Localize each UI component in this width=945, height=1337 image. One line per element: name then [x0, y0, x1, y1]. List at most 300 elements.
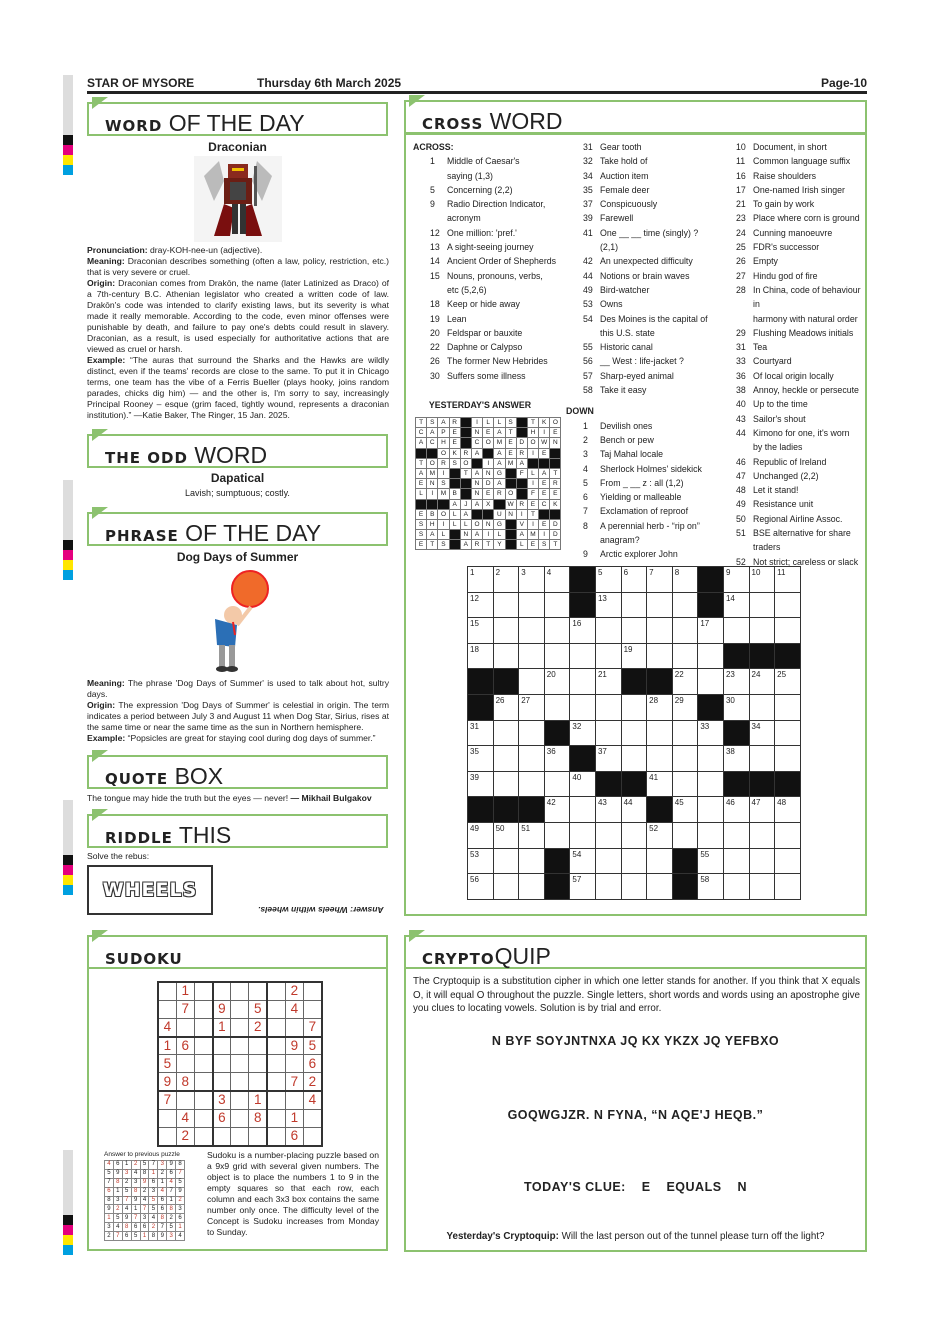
crossword-cell[interactable] — [544, 822, 570, 848]
crossword-cell[interactable] — [621, 720, 647, 746]
answer-cell: E — [539, 479, 550, 489]
crossword-cell[interactable] — [621, 848, 647, 874]
answer-cell: 6 — [140, 1223, 149, 1232]
crossword-cell[interactable]: 6 — [621, 567, 647, 593]
crossword-cell[interactable] — [749, 592, 775, 618]
answer-cell: T — [505, 428, 516, 438]
crossword-cell[interactable]: 22 — [672, 669, 698, 695]
riddle-answer: Answer: Wheels within wheels. — [258, 905, 384, 915]
answer-cell: C — [539, 499, 550, 509]
crossword-cell[interactable] — [595, 694, 621, 720]
clue-item: 55 Historic canal — [583, 342, 653, 353]
crossword-cell[interactable]: 9 — [723, 567, 749, 593]
answer-cell: 2 — [140, 1187, 149, 1196]
sudoku-cell[interactable] — [213, 1073, 231, 1091]
crossword-cell[interactable] — [519, 643, 545, 669]
crossword-cell[interactable] — [672, 643, 698, 669]
crossword-cell[interactable] — [519, 746, 545, 772]
crossword-cell[interactable] — [519, 618, 545, 644]
answer-cell: 5 — [122, 1187, 131, 1196]
sudoku-cell[interactable] — [158, 982, 176, 1000]
crossword-cell[interactable]: 15 — [468, 618, 494, 644]
answer-cell: A — [539, 468, 550, 478]
sudoku-cell[interactable] — [304, 1000, 322, 1018]
crossword-cell[interactable]: 33 — [698, 720, 724, 746]
answer-cell — [460, 489, 471, 499]
crossword-cell[interactable] — [493, 618, 519, 644]
answer-cell — [539, 458, 550, 468]
sudoku-cell[interactable] — [194, 1128, 212, 1146]
answer-cell: A — [516, 530, 527, 540]
crossword-cell[interactable] — [544, 771, 570, 797]
crossword-cell[interactable] — [595, 874, 621, 900]
answer-cell: 5 — [140, 1161, 149, 1170]
answer-cell: G — [494, 519, 505, 529]
crossword-cell[interactable] — [672, 771, 698, 797]
sudoku-cell[interactable] — [194, 1091, 212, 1109]
crossword-cell[interactable] — [672, 746, 698, 772]
answer-cell: N — [550, 438, 561, 448]
sudoku-cell[interactable] — [176, 1055, 194, 1073]
answer-cell: I — [438, 519, 449, 529]
answer-cell: 8 — [167, 1205, 176, 1214]
sudoku-cell[interactable] — [231, 1109, 249, 1127]
sudoku-cell[interactable] — [249, 982, 267, 1000]
crossword-cell[interactable] — [749, 746, 775, 772]
crossword-cell[interactable]: 44 — [621, 797, 647, 823]
sudoku-cell[interactable] — [231, 982, 249, 1000]
sudoku-cell[interactable] — [194, 1109, 212, 1127]
crossword-cell[interactable] — [698, 643, 724, 669]
crossword-cell[interactable] — [775, 746, 801, 772]
sudoku-cell[interactable] — [249, 1037, 267, 1055]
clue-item: 14 Ancient Order of Shepherds — [430, 256, 557, 267]
answer-cell: 7 — [140, 1205, 149, 1214]
sudoku-cell[interactable] — [158, 1109, 176, 1127]
crossword-cell[interactable] — [493, 874, 519, 900]
crossword-cell[interactable] — [749, 848, 775, 874]
sudoku-cell[interactable] — [267, 982, 285, 1000]
answer-cell: B — [427, 509, 438, 519]
crossword-cell[interactable]: 43 — [595, 797, 621, 823]
clue-item: 10 Document, in short — [736, 142, 827, 152]
crossword-cell[interactable] — [595, 848, 621, 874]
sudoku-cell: 4 — [158, 1018, 176, 1036]
sudoku-cell[interactable] — [158, 1000, 176, 1018]
crossword-cell[interactable]: 42 — [544, 797, 570, 823]
crossword-cell[interactable] — [723, 618, 749, 644]
crossword-cell[interactable] — [519, 669, 545, 695]
sudoku-cell[interactable] — [249, 1128, 267, 1146]
crossword-cell[interactable] — [723, 848, 749, 874]
answer-cell: W — [539, 438, 550, 448]
crossword-cell[interactable] — [570, 822, 596, 848]
crossword-cell[interactable]: 51 — [519, 822, 545, 848]
crossword-cell[interactable] — [621, 746, 647, 772]
sudoku-cell[interactable] — [213, 982, 231, 1000]
crossword-cell[interactable]: 50 — [493, 822, 519, 848]
sudoku-cell[interactable] — [304, 1109, 322, 1127]
crossword-cell[interactable]: 54 — [570, 848, 596, 874]
crossword-cell[interactable]: 57 — [570, 874, 596, 900]
crossword-cell[interactable] — [775, 618, 801, 644]
phrase-text: Dog Days of Summer — [176, 550, 299, 564]
crossword-cell[interactable]: 36 — [544, 746, 570, 772]
answer-cell — [438, 499, 449, 509]
sudoku-cell[interactable] — [267, 1000, 285, 1018]
crossword-cell[interactable] — [519, 720, 545, 746]
crossword-cell[interactable] — [723, 822, 749, 848]
sudoku-cell[interactable] — [267, 1109, 285, 1127]
sudoku-cell[interactable] — [267, 1055, 285, 1073]
crossword-cell[interactable] — [493, 848, 519, 874]
answer-cell: 9 — [131, 1196, 140, 1205]
answer-cell: 6 — [113, 1161, 122, 1170]
crossword-cell[interactable]: 28 — [647, 694, 673, 720]
clue-item: 49 Bird-watcher — [583, 284, 650, 295]
crossword-cell[interactable] — [621, 592, 647, 618]
crossword-cell[interactable] — [595, 643, 621, 669]
crossword-cell[interactable]: 12 — [468, 592, 494, 618]
crossword-cell[interactable]: 7 — [647, 567, 673, 593]
clue-item: 48 Let it stand! — [736, 485, 799, 496]
registration-marks — [63, 480, 73, 580]
answer-cell: I — [483, 530, 494, 540]
answer-cell: T — [460, 468, 471, 478]
crossword-cell — [647, 669, 673, 695]
crossword-cell[interactable] — [544, 592, 570, 618]
answer-cell — [527, 458, 538, 468]
crossword-cell[interactable]: 45 — [672, 797, 698, 823]
crossword-cell[interactable] — [519, 771, 545, 797]
answer-cell: 7 — [167, 1187, 176, 1196]
crossword-cell — [749, 771, 775, 797]
answer-cell: 6 — [176, 1214, 185, 1223]
answer-cell: 8 — [105, 1196, 114, 1205]
crossword-cell[interactable] — [647, 746, 673, 772]
down-clues-col3 — [719, 140, 867, 569]
sudoku-cell[interactable] — [267, 1128, 285, 1146]
answer-cell: S — [539, 540, 550, 550]
answer-cell: D — [550, 530, 561, 540]
clue-item: 36 Of local origin locally — [736, 370, 834, 381]
sudoku-cell[interactable] — [285, 1055, 303, 1073]
crossword-cell[interactable] — [621, 822, 647, 848]
crossword-cell[interactable] — [749, 694, 775, 720]
answer-cell: 1 — [131, 1205, 140, 1214]
sudoku-cell: 6 — [213, 1109, 231, 1127]
crossword-cell[interactable] — [647, 592, 673, 618]
answer-cell: 5 — [149, 1205, 158, 1214]
answer-cell — [460, 479, 471, 489]
answer-cell — [516, 418, 527, 428]
crossword-cell[interactable]: 29 — [672, 694, 698, 720]
crossword-cell[interactable] — [621, 694, 647, 720]
crossword-cell[interactable] — [647, 643, 673, 669]
answer-cell: 5 — [167, 1223, 176, 1232]
issue-date: Thursday 6th March 2025 — [257, 76, 402, 90]
crossword-cell[interactable] — [570, 643, 596, 669]
crossword-cell[interactable] — [698, 822, 724, 848]
answer-cell: T — [527, 418, 538, 428]
crossword-cell[interactable]: 23 — [723, 669, 749, 695]
answer-cell: H — [438, 438, 449, 448]
answer-cell — [460, 438, 471, 448]
crossword-cell[interactable] — [544, 694, 570, 720]
crossword-cell[interactable]: 41 — [647, 771, 673, 797]
answer-cell: S — [449, 458, 460, 468]
crossword-cell[interactable]: 10 — [749, 567, 775, 593]
sudoku-cell[interactable] — [176, 1018, 194, 1036]
crossword-cell[interactable] — [544, 643, 570, 669]
answer-cell: 5 — [176, 1178, 185, 1187]
clue-item: 21 To gain by work — [736, 199, 815, 210]
crossword-cell[interactable]: 3 — [519, 567, 545, 593]
crossword-cell[interactable] — [570, 797, 596, 823]
answer-cell: T — [416, 458, 427, 468]
answer-cell: A — [494, 448, 505, 458]
crossword-cell[interactable]: 13 — [595, 592, 621, 618]
crossword-cell — [570, 567, 596, 593]
crossword-cell[interactable] — [647, 848, 673, 874]
crossword-cell[interactable] — [493, 643, 519, 669]
crossword-cell[interactable] — [493, 746, 519, 772]
answer-cell — [449, 468, 460, 478]
crossword-cell — [468, 669, 494, 695]
crossword-cell[interactable]: 16 — [570, 618, 596, 644]
answer-cell: 4 — [167, 1178, 176, 1187]
crossword-cell[interactable]: 19 — [621, 643, 647, 669]
sudoku-cell[interactable] — [158, 1128, 176, 1146]
crossword-cell[interactable] — [647, 618, 673, 644]
crossword-cell[interactable] — [723, 874, 749, 900]
registration-marks — [63, 800, 73, 895]
crossword-cell[interactable] — [544, 618, 570, 644]
crossword-cell[interactable]: 37 — [595, 746, 621, 772]
crossword-cell[interactable] — [647, 874, 673, 900]
answer-cell: A — [494, 428, 505, 438]
crossword-cell[interactable]: 11 — [775, 567, 801, 593]
answer-cell: L — [460, 519, 471, 529]
crossword-cell[interactable] — [749, 822, 775, 848]
clue-item: 1 Devilish ones — [583, 420, 653, 431]
answer-cell: 8 — [140, 1169, 149, 1178]
crossword-cell[interactable]: 30 — [723, 694, 749, 720]
clue-item: 5 Concerning (2,2) — [430, 184, 513, 195]
crossword-cell[interactable] — [519, 874, 545, 900]
answer-cell: 8 — [149, 1232, 158, 1241]
answer-cell: A — [471, 448, 482, 458]
crossword-cell — [570, 746, 596, 772]
crossword-cell[interactable] — [672, 592, 698, 618]
sudoku-cell[interactable] — [194, 1073, 212, 1091]
sudoku-cell: 4 — [176, 1109, 194, 1127]
clue-item: 9 Radio Direction Indicator, — [430, 199, 546, 210]
clue-item: 23 Place where corn is ground — [736, 213, 860, 224]
crossword-cell — [672, 848, 698, 874]
crossword-cell[interactable] — [621, 874, 647, 900]
crossword-cell[interactable]: 20 — [544, 669, 570, 695]
crossword-cell[interactable]: 56 — [468, 874, 494, 900]
crossword-cell[interactable]: 55 — [698, 848, 724, 874]
crossword-cell[interactable]: 39 — [468, 771, 494, 797]
answer-cell: O — [550, 418, 561, 428]
crossword-cell[interactable] — [519, 848, 545, 874]
crossword-cell[interactable]: 18 — [468, 643, 494, 669]
crossword-cell[interactable]: 53 — [468, 848, 494, 874]
crossword-cell[interactable] — [647, 720, 673, 746]
sudoku-cell[interactable] — [267, 1091, 285, 1109]
crossword-cell[interactable] — [595, 618, 621, 644]
crossword-cell[interactable] — [749, 618, 775, 644]
clue-item: by the ladies — [753, 442, 803, 453]
crossword-cell[interactable] — [698, 669, 724, 695]
sudoku-cell[interactable] — [231, 1128, 249, 1146]
crossword-cell[interactable] — [672, 618, 698, 644]
crossword-cell[interactable]: 52 — [647, 822, 673, 848]
crossword-cell[interactable] — [672, 822, 698, 848]
crossword-cell[interactable]: 48 — [775, 797, 801, 823]
crossword-cell[interactable] — [493, 592, 519, 618]
crossword-cell[interactable] — [595, 822, 621, 848]
crossword-cell[interactable] — [519, 592, 545, 618]
answer-cell: I — [539, 428, 550, 438]
sudoku-cell[interactable] — [267, 1073, 285, 1091]
answer-cell: N — [427, 479, 438, 489]
crossword-cell[interactable]: 2 — [493, 567, 519, 593]
crossword-cell[interactable] — [493, 720, 519, 746]
sudoku-cell[interactable] — [249, 1055, 267, 1073]
answer-cell — [427, 448, 438, 458]
crossword-cell[interactable] — [775, 694, 801, 720]
answer-cell: A — [460, 509, 471, 519]
sudoku-cell[interactable] — [231, 1055, 249, 1073]
crossword-cell[interactable] — [698, 746, 724, 772]
clue-item: 50 Regional Airline Assoc. — [736, 513, 843, 524]
crossword-cell[interactable]: 46 — [723, 797, 749, 823]
answer-cell: N — [483, 519, 494, 529]
crossword-cell[interactable] — [672, 720, 698, 746]
crossword-cell[interactable]: 47 — [749, 797, 775, 823]
sudoku-cell[interactable] — [213, 1055, 231, 1073]
answer-cell: I — [427, 489, 438, 499]
answer-cell: H — [527, 428, 538, 438]
crossword-cell[interactable]: 4 — [544, 567, 570, 593]
answer-cell: 2 — [131, 1161, 140, 1170]
crossword-cell[interactable]: 14 — [723, 592, 749, 618]
crossword-cell[interactable] — [698, 797, 724, 823]
clue-item: 20 Feldspar or bauxite — [430, 327, 523, 338]
sudoku-cell[interactable] — [267, 1018, 285, 1036]
crossword-cell[interactable] — [775, 720, 801, 746]
crossword-cell[interactable]: 25 — [775, 669, 801, 695]
crossword-cell[interactable]: 31 — [468, 720, 494, 746]
clue-item: 35 Female deer — [583, 184, 650, 195]
crossword-cell[interactable]: 27 — [519, 694, 545, 720]
crossword-cell[interactable]: 26 — [493, 694, 519, 720]
sudoku-cell: 2 — [176, 1128, 194, 1146]
answer-cell: 2 — [122, 1178, 131, 1187]
odd-word: Dapatical — [210, 471, 265, 485]
sudoku-cell[interactable] — [213, 1128, 231, 1146]
crossword-cell[interactable] — [749, 874, 775, 900]
answer-cell: 9 — [167, 1161, 176, 1170]
answer-cell: 1 — [158, 1178, 167, 1187]
answer-cell: R — [494, 489, 505, 499]
crossword-cell[interactable] — [493, 771, 519, 797]
clue-item: 5 From _ __ z : all (1,2) — [583, 477, 684, 488]
crossword-cell[interactable] — [570, 669, 596, 695]
crossword-cell[interactable]: 21 — [595, 669, 621, 695]
sudoku-cell[interactable] — [231, 1091, 249, 1109]
crossword-cell[interactable]: 34 — [749, 720, 775, 746]
crossword-cell[interactable]: 40 — [570, 771, 596, 797]
answer-cell: R — [449, 418, 460, 428]
crossword-cell[interactable] — [621, 618, 647, 644]
crossword-cell[interactable]: 38 — [723, 746, 749, 772]
crossword-cell[interactable]: 35 — [468, 746, 494, 772]
sudoku-cell[interactable] — [176, 1091, 194, 1109]
crossword-cell[interactable] — [595, 720, 621, 746]
sudoku-cell[interactable] — [194, 1055, 212, 1073]
crossword-cell[interactable]: 1 — [468, 567, 494, 593]
sudoku-cell[interactable] — [194, 1037, 212, 1055]
crossword-cell[interactable]: 8 — [672, 567, 698, 593]
crossword-cell[interactable]: 58 — [698, 874, 724, 900]
answer-cell: Y — [494, 540, 505, 550]
answer-cell — [494, 499, 505, 509]
crossword-cell[interactable] — [775, 822, 801, 848]
sudoku-cell[interactable] — [194, 1018, 212, 1036]
crossword-cell[interactable]: 5 — [595, 567, 621, 593]
crossword-cell[interactable]: 32 — [570, 720, 596, 746]
crossword-cell[interactable]: 24 — [749, 669, 775, 695]
answer-cell: 8 — [113, 1178, 122, 1187]
crossword-cell — [595, 771, 621, 797]
crossword-cell[interactable] — [698, 771, 724, 797]
answer-cell: 7 — [105, 1178, 114, 1187]
sudoku-cell[interactable] — [194, 1000, 212, 1018]
sudoku-cell[interactable] — [231, 1073, 249, 1091]
answer-cell: 9 — [140, 1178, 149, 1187]
answer-cell: 4 — [113, 1223, 122, 1232]
sudoku-cell[interactable] — [285, 1018, 303, 1036]
crossword-cell[interactable] — [775, 592, 801, 618]
answer-cell — [427, 499, 438, 509]
sudoku-cell[interactable] — [194, 982, 212, 1000]
sudoku-cell[interactable] — [249, 1073, 267, 1091]
crossword-cell[interactable] — [570, 694, 596, 720]
sudoku-cell[interactable] — [267, 1037, 285, 1055]
sudoku-cell[interactable] — [231, 1000, 249, 1018]
sudoku-cell[interactable] — [304, 1128, 322, 1146]
sudoku-cell[interactable] — [213, 1037, 231, 1055]
sudoku-cell[interactable] — [231, 1037, 249, 1055]
crossword-cell[interactable]: 17 — [698, 618, 724, 644]
sudoku-cell: 7 — [304, 1018, 322, 1036]
across-heading: ACROSS: — [413, 142, 454, 152]
sudoku-cell[interactable] — [304, 982, 322, 1000]
answer-cell: I — [438, 468, 449, 478]
crossword-cell[interactable]: 49 — [468, 822, 494, 848]
crossword-cell[interactable] — [775, 848, 801, 874]
answer-cell: 3 — [167, 1232, 176, 1241]
answer-cell: E — [505, 448, 516, 458]
crossword-cell[interactable] — [775, 874, 801, 900]
sudoku-cell[interactable] — [285, 1091, 303, 1109]
sudoku-cell[interactable] — [231, 1018, 249, 1036]
answer-cell — [505, 540, 516, 550]
